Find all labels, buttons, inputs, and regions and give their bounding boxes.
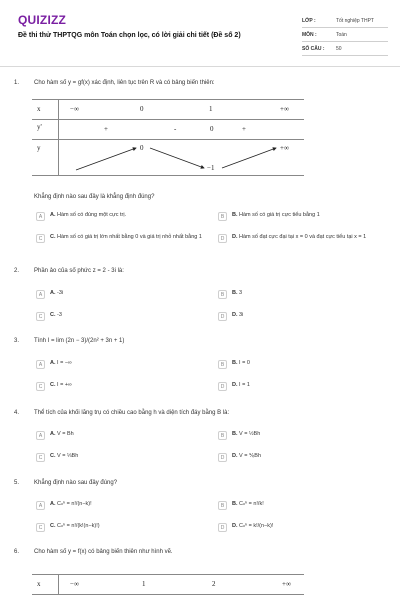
header-divider <box>0 66 400 67</box>
question-number: 1. <box>14 80 20 86</box>
option-c[interactable]: C C. Hàm số có giá trị lớn nhất bằng 0 và giá trị nhỏ nhất bằng 1 <box>36 234 211 243</box>
trend-arrows <box>32 140 304 176</box>
question-text: Cho hàm số y = gf(x) xác định, liên tục trên R và có bảng biến thiên: <box>34 80 215 86</box>
option-b[interactable]: B B. 3 <box>218 290 242 299</box>
option-c[interactable]: C C. I = +∞ <box>36 382 72 391</box>
vt-row-x: x −∞ 0 1 +∞ <box>32 100 304 120</box>
quizizz-logo: QUIZIZZ <box>18 13 67 27</box>
option-c[interactable]: C C. -3 <box>36 312 62 321</box>
option-a[interactable]: A A. I = −∞ <box>36 360 72 369</box>
variation-table-6 <box>32 574 304 595</box>
option-b[interactable]: B B. Hàm số có giá trị cực tiểu bằng 1 <box>218 212 388 221</box>
vt-row-y: y 0 −1 +∞ <box>32 140 304 176</box>
meta-row-class: LỚP : Tốt nghiệp THPT <box>302 14 388 28</box>
option-c[interactable]: C C. Cₙᵏ = n!/(k!(n−k)!) <box>36 523 100 532</box>
arrow-down <box>150 148 204 168</box>
document-title: Đề thi thử THPTQG môn Toán chọn lọc, có lời giải chi tiết (Đề số 2) <box>18 32 241 39</box>
vt-divider <box>58 100 59 176</box>
worksheet-header <box>0 0 400 62</box>
option-b[interactable]: B B. V = ½Bh <box>218 431 260 440</box>
option-d[interactable]: D D. 3i <box>218 312 243 321</box>
option-b[interactable]: B B. I = 0 <box>218 360 250 369</box>
variation-table-1 <box>32 99 304 176</box>
option-a[interactable]: A A. Hàm số có đúng một cực trị. <box>36 212 196 221</box>
option-d[interactable]: D D. Cₙᵏ = k!/(n−k)! <box>218 523 273 532</box>
vt-divider <box>58 575 59 595</box>
question-subtext: Khẳng định nào sau đây là khẳng định đúng? <box>34 194 155 200</box>
option-d[interactable]: D D. V = ⅙Bh <box>218 453 261 462</box>
meta-box <box>302 14 388 56</box>
option-a[interactable]: A A. V = Bh <box>36 431 74 440</box>
option-b[interactable]: B B. Cₙᵏ = n!/k! <box>218 501 264 510</box>
vt-row-x: x −∞ 1 2 +∞ <box>32 575 304 595</box>
option-a[interactable]: A A. Cₙᵏ = n!/(n−k)! <box>36 501 92 510</box>
option-c[interactable]: C C. V = ⅓Bh <box>36 453 78 462</box>
arrow-up-2 <box>222 148 276 168</box>
option-d[interactable]: D D. I = 1 <box>218 382 250 391</box>
arrow-up-1 <box>76 148 136 170</box>
meta-row-subject: MÔN : Toán <box>302 28 388 42</box>
option-a[interactable]: A A. -3i <box>36 290 63 299</box>
meta-row-count: SỐ CÂU : 50 <box>302 42 388 56</box>
vt-row-yprime: y' + - 0 + <box>32 120 304 140</box>
option-d[interactable]: D D. Hàm số đạt cực đại tại x = 0 và đạt cực tiểu tại x = 1 <box>218 234 393 243</box>
